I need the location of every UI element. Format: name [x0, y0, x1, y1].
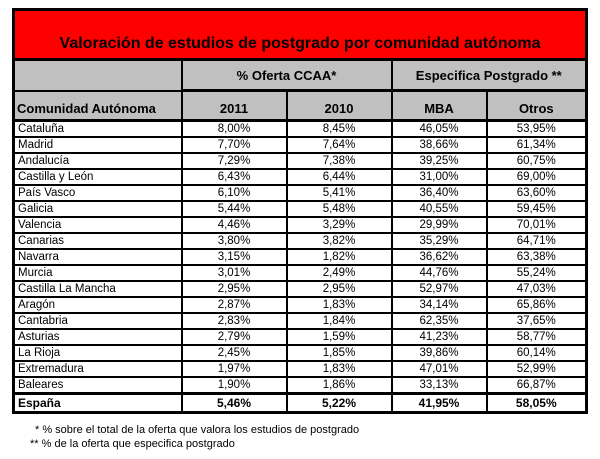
value-cell: 5,22%	[287, 394, 392, 413]
value-cell: 1,59%	[287, 329, 392, 345]
community-name-cell: La Rioja	[14, 345, 182, 361]
table-row	[14, 217, 587, 233]
group-header-row	[14, 60, 587, 91]
table-title: Valoración de estudios de postgrado por comunidad autónoma	[14, 10, 587, 60]
value-cell: 1,90%	[182, 377, 287, 394]
value-cell: 58,05%	[487, 394, 587, 413]
value-cell: 1,97%	[182, 361, 287, 377]
community-name-cell: Castilla La Mancha	[14, 281, 182, 297]
community-name-cell: España	[14, 394, 182, 413]
value-cell: 7,64%	[287, 137, 392, 153]
value-cell: 69,00%	[487, 169, 587, 185]
footnote-oferta-valora: * % sobre el total de la oferta que valora los estudios de postgrado	[35, 424, 360, 436]
value-cell: 1,82%	[287, 249, 392, 265]
value-cell: 2,95%	[287, 281, 392, 297]
table-row	[14, 249, 587, 265]
column-header-comunidad-autonoma: Comunidad Autónoma	[14, 91, 182, 121]
value-cell: 7,70%	[182, 137, 287, 153]
table-row	[14, 185, 587, 201]
value-cell: 36,40%	[392, 185, 487, 201]
value-cell: 55,24%	[487, 265, 587, 281]
value-cell: 3,29%	[287, 217, 392, 233]
table-row	[14, 121, 587, 138]
table-row	[14, 233, 587, 249]
value-cell: 47,01%	[392, 361, 487, 377]
value-cell: 1,83%	[287, 297, 392, 313]
table-row	[14, 297, 587, 313]
value-cell: 3,01%	[182, 265, 287, 281]
value-cell: 5,44%	[182, 201, 287, 217]
value-cell: 29,99%	[392, 217, 487, 233]
value-cell: 6,43%	[182, 169, 287, 185]
value-cell: 6,10%	[182, 185, 287, 201]
value-cell: 5,48%	[287, 201, 392, 217]
table-row	[14, 137, 587, 153]
value-cell: 52,97%	[392, 281, 487, 297]
community-name-cell: Madrid	[14, 137, 182, 153]
value-cell: 34,14%	[392, 297, 487, 313]
value-cell: 1,83%	[287, 361, 392, 377]
value-cell: 2,79%	[182, 329, 287, 345]
community-name-cell: Cantabria	[14, 313, 182, 329]
table-row	[14, 377, 587, 394]
community-name-cell: Baleares	[14, 377, 182, 394]
value-cell: 58,77%	[487, 329, 587, 345]
value-cell: 63,60%	[487, 185, 587, 201]
value-cell: 70,01%	[487, 217, 587, 233]
column-header-2010: 2010	[287, 91, 392, 121]
community-name-cell: Extremadura	[14, 361, 182, 377]
table-body	[14, 121, 587, 413]
community-name-cell: Andalucía	[14, 153, 182, 169]
value-cell: 64,71%	[487, 233, 587, 249]
value-cell: 2,87%	[182, 297, 287, 313]
value-cell: 3,82%	[287, 233, 392, 249]
value-cell: 6,44%	[287, 169, 392, 185]
table-row	[14, 329, 587, 345]
value-cell: 5,41%	[287, 185, 392, 201]
value-cell: 40,55%	[392, 201, 487, 217]
table-row	[14, 265, 587, 281]
value-cell: 60,14%	[487, 345, 587, 361]
value-cell: 31,00%	[392, 169, 487, 185]
table-row	[14, 153, 587, 169]
value-cell: 2,45%	[182, 345, 287, 361]
value-cell: 7,29%	[182, 153, 287, 169]
value-cell: 39,25%	[392, 153, 487, 169]
value-cell: 66,87%	[487, 377, 587, 394]
column-header-row	[14, 91, 587, 121]
value-cell: 46,05%	[392, 121, 487, 138]
value-cell: 65,86%	[487, 297, 587, 313]
community-name-cell: Murcia	[14, 265, 182, 281]
value-cell: 7,38%	[287, 153, 392, 169]
value-cell: 35,29%	[392, 233, 487, 249]
table-row	[14, 345, 587, 361]
group-header-oferta-ccaa: % Oferta CCAA*	[182, 60, 392, 91]
value-cell: 1,86%	[287, 377, 392, 394]
community-name-cell: Galicia	[14, 201, 182, 217]
value-cell: 47,03%	[487, 281, 587, 297]
footnote-especifica-postgrado: ** % de la oferta que especifica postgrado	[30, 437, 235, 450]
value-cell: 3,80%	[182, 233, 287, 249]
value-cell: 41,95%	[392, 394, 487, 413]
value-cell: 60,75%	[487, 153, 587, 169]
community-name-cell: Asturias	[14, 329, 182, 345]
value-cell: 37,65%	[487, 313, 587, 329]
table-row	[14, 201, 587, 217]
group-header-especifica-postgrado: Especifica Postgrado **	[392, 60, 587, 91]
community-name-cell: Castilla y León	[14, 169, 182, 185]
community-name-cell: Valencia	[14, 217, 182, 233]
value-cell: 41,23%	[392, 329, 487, 345]
column-header-otros: Otros	[487, 91, 587, 121]
community-name-cell: Canarias	[14, 233, 182, 249]
value-cell: 38,66%	[392, 137, 487, 153]
column-header-2011: 2011	[182, 91, 287, 121]
value-cell: 3,15%	[182, 249, 287, 265]
total-row	[14, 394, 587, 413]
footnotes	[30, 424, 359, 451]
value-cell: 63,38%	[487, 249, 587, 265]
value-cell: 52,99%	[487, 361, 587, 377]
value-cell: 5,46%	[182, 394, 287, 413]
value-cell: 36,62%	[392, 249, 487, 265]
value-cell: 62,35%	[392, 313, 487, 329]
corner-cell	[14, 60, 182, 91]
value-cell: 61,34%	[487, 137, 587, 153]
value-cell: 8,45%	[287, 121, 392, 138]
community-name-cell: Cataluña	[14, 121, 182, 138]
value-cell: 2,49%	[287, 265, 392, 281]
value-cell: 39,86%	[392, 345, 487, 361]
community-name-cell: Navarra	[14, 249, 182, 265]
table-row	[14, 169, 587, 185]
table-row	[14, 361, 587, 377]
value-cell: 2,83%	[182, 313, 287, 329]
table-row	[14, 313, 587, 329]
value-cell: 1,85%	[287, 345, 392, 361]
postgrado-valuation-table	[12, 8, 588, 414]
value-cell: 8,00%	[182, 121, 287, 138]
value-cell: 1,84%	[287, 313, 392, 329]
column-header-mba: MBA	[392, 91, 487, 121]
value-cell: 2,95%	[182, 281, 287, 297]
title-row	[14, 10, 587, 60]
community-name-cell: Aragón	[14, 297, 182, 313]
value-cell: 4,46%	[182, 217, 287, 233]
value-cell: 53,95%	[487, 121, 587, 138]
value-cell: 59,45%	[487, 201, 587, 217]
value-cell: 44,76%	[392, 265, 487, 281]
value-cell: 33,13%	[392, 377, 487, 394]
community-name-cell: País Vasco	[14, 185, 182, 201]
table-row	[14, 281, 587, 297]
